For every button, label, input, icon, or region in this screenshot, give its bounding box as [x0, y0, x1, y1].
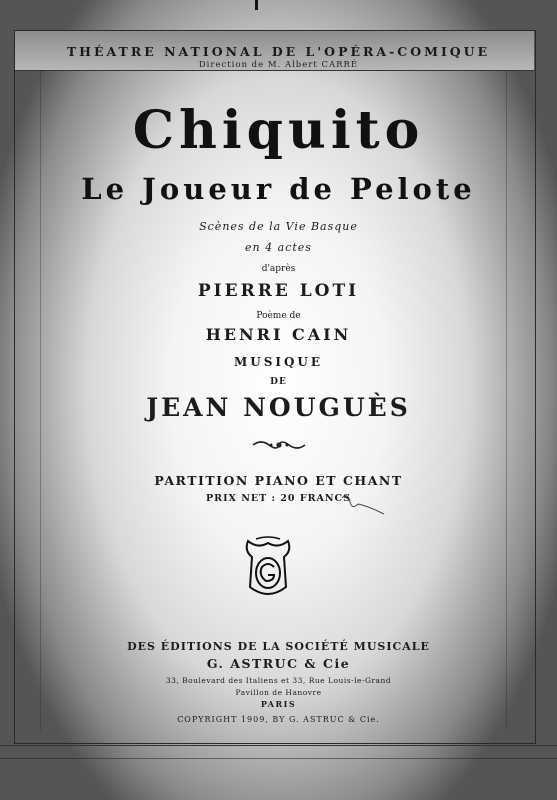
page-title: Chiquito: [132, 100, 425, 161]
direction-line: Direction de M. Albert CARRÉ: [198, 60, 359, 70]
poeme-de-line: Poème de: [256, 311, 301, 321]
bottom-rule-secondary: [0, 758, 557, 759]
binding-mark: [255, 0, 258, 10]
ornament-icon: [0, 437, 557, 453]
dapres-line: d'après: [261, 264, 296, 274]
copyright-line: COPYRIGHT 1909, BY G. ASTRUC & Cie.: [177, 715, 380, 724]
price-line: PRIX NET : 20 FRANCS: [206, 493, 351, 504]
musique-line: MUSIQUE: [233, 355, 324, 369]
publisher-editions: DES ÉDITIONS DE LA SOCIÉTÉ MUSICALE: [127, 640, 430, 653]
author-name: PIERRE LOTI: [197, 281, 360, 301]
publisher-city: PARIS: [260, 699, 297, 709]
bottom-rule: [0, 745, 557, 746]
publisher-emblem-icon: [238, 535, 298, 601]
composer-name: JEAN NOUGUÈS: [146, 393, 411, 422]
de-line: DE: [270, 377, 287, 387]
page-subtitle: Le Joueur de Pelote: [81, 172, 476, 206]
actes-line: en 4 actes: [245, 241, 312, 254]
partition-line: PARTITION PIANO ET CHANT: [154, 473, 403, 488]
scenes-line: Scènes de la Vie Basque: [199, 220, 358, 233]
librettist-name: HENRI CAIN: [205, 325, 352, 344]
publisher-address: 33, Boulevard des Italiens et 33, Rue Louis-le-Grand: [165, 676, 392, 685]
pencil-mark-icon: [338, 490, 388, 518]
publisher-name: G. ASTRUC & Cie: [206, 656, 351, 671]
theatre-heading: THÉATRE NATIONAL DE L'OPÉRA-COMIQUE: [66, 44, 491, 59]
publisher-pavillon: Pavillon de Hanovre: [235, 688, 322, 697]
